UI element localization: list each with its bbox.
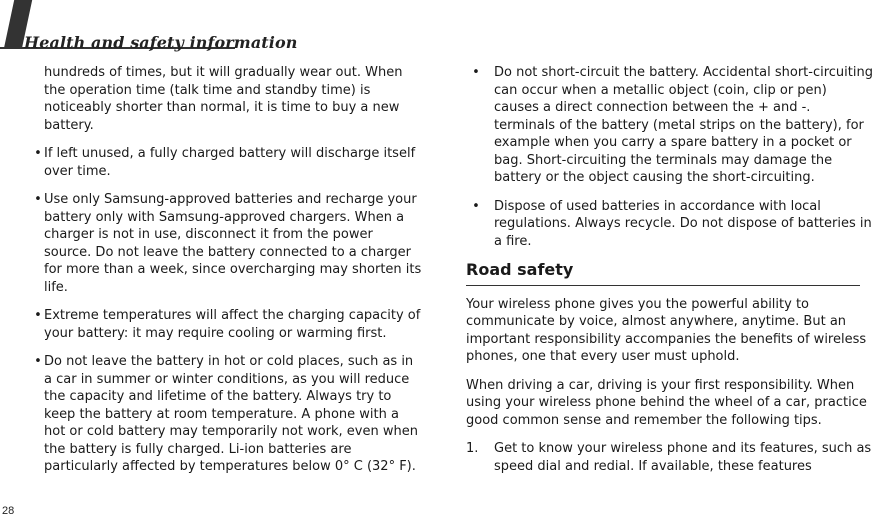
page-number: 28	[2, 505, 15, 517]
battery-bullet-list-continued	[466, 64, 874, 250]
bullet-icon: •	[34, 192, 42, 207]
numbered-item: 1. Get to know your wireless phone and its features, such as speed dial and redial. If available, these features	[466, 441, 872, 474]
list-item: • Dispose of used batteries in accordance with local regulations. Always recycle. Do not dispose of batteries in a fire.	[466, 198, 874, 251]
section-heading-road-safety: Road safety	[466, 261, 860, 286]
tips-numbered-list	[466, 440, 874, 475]
left-column	[34, 64, 424, 487]
intro-paragraph: hundreds of times, but it will gradually wear out. When the operation time (talk time and standby time) is noticeably shorter than normal, it is time to buy a new battery.	[44, 65, 403, 133]
item-number: 1.	[466, 441, 479, 456]
bullet-icon: •	[34, 146, 42, 161]
list-item: • If left unused, a fully charged battery will discharge itself over time.	[44, 145, 424, 180]
list-item: • Extreme temperatures will affect the charging capacity of your battery: it may require cooling or warming first.	[44, 307, 424, 342]
road-safety-paragraph: Your wireless phone gives you the powerful ability to communicate by voice, almost anywhere, anytime. But an important responsibility accompanies the benefits of wireless phones, one that every user must uphold.	[466, 296, 867, 364]
road-safety-paragraph: When driving a car, driving is your first responsibility. When using your wireless phone behind the wheel of a car, practice good common sense and remember the following tips.	[466, 377, 867, 428]
right-column	[466, 64, 874, 475]
list-item: • Do not short-circuit the battery. Accidental short-circuiting can occur when a metallic object (coin, clip or pen) causes a direct connection between the + and -. terminals of the battery (metal strips on the battery), for example when you carry a spare battery in a pocket or bag. Short-circuiting the terminals may damage the battery or the object causing the short-circuiting.	[466, 64, 874, 187]
battery-bullet-list	[34, 145, 424, 476]
bullet-icon: •	[472, 65, 480, 80]
bullet-icon: •	[472, 198, 480, 214]
bullet-icon: •	[34, 308, 42, 323]
header-title: Health and safety information	[24, 33, 298, 52]
bullet-icon: •	[34, 354, 42, 369]
list-item: • Do not leave the battery in hot or cold places, such as in a car in summer or winter conditions, as you will reduce the capacity and lifetime of the battery. Always try to keep the battery at room temperature. A phone with a hot or cold battery may temporarily not work, even when the battery is fully charged. Li-ion batteries are particularly affected by temperatures below 0° C (32° F).	[44, 353, 424, 476]
list-item: • Use only Samsung-approved batteries and recharge your battery only with Samsung-approved chargers. When a charger is not in use, disconnect it from the power source. Do not leave the battery connected to a charger for more than a week, since overcharging may shorten its life.	[44, 191, 424, 296]
